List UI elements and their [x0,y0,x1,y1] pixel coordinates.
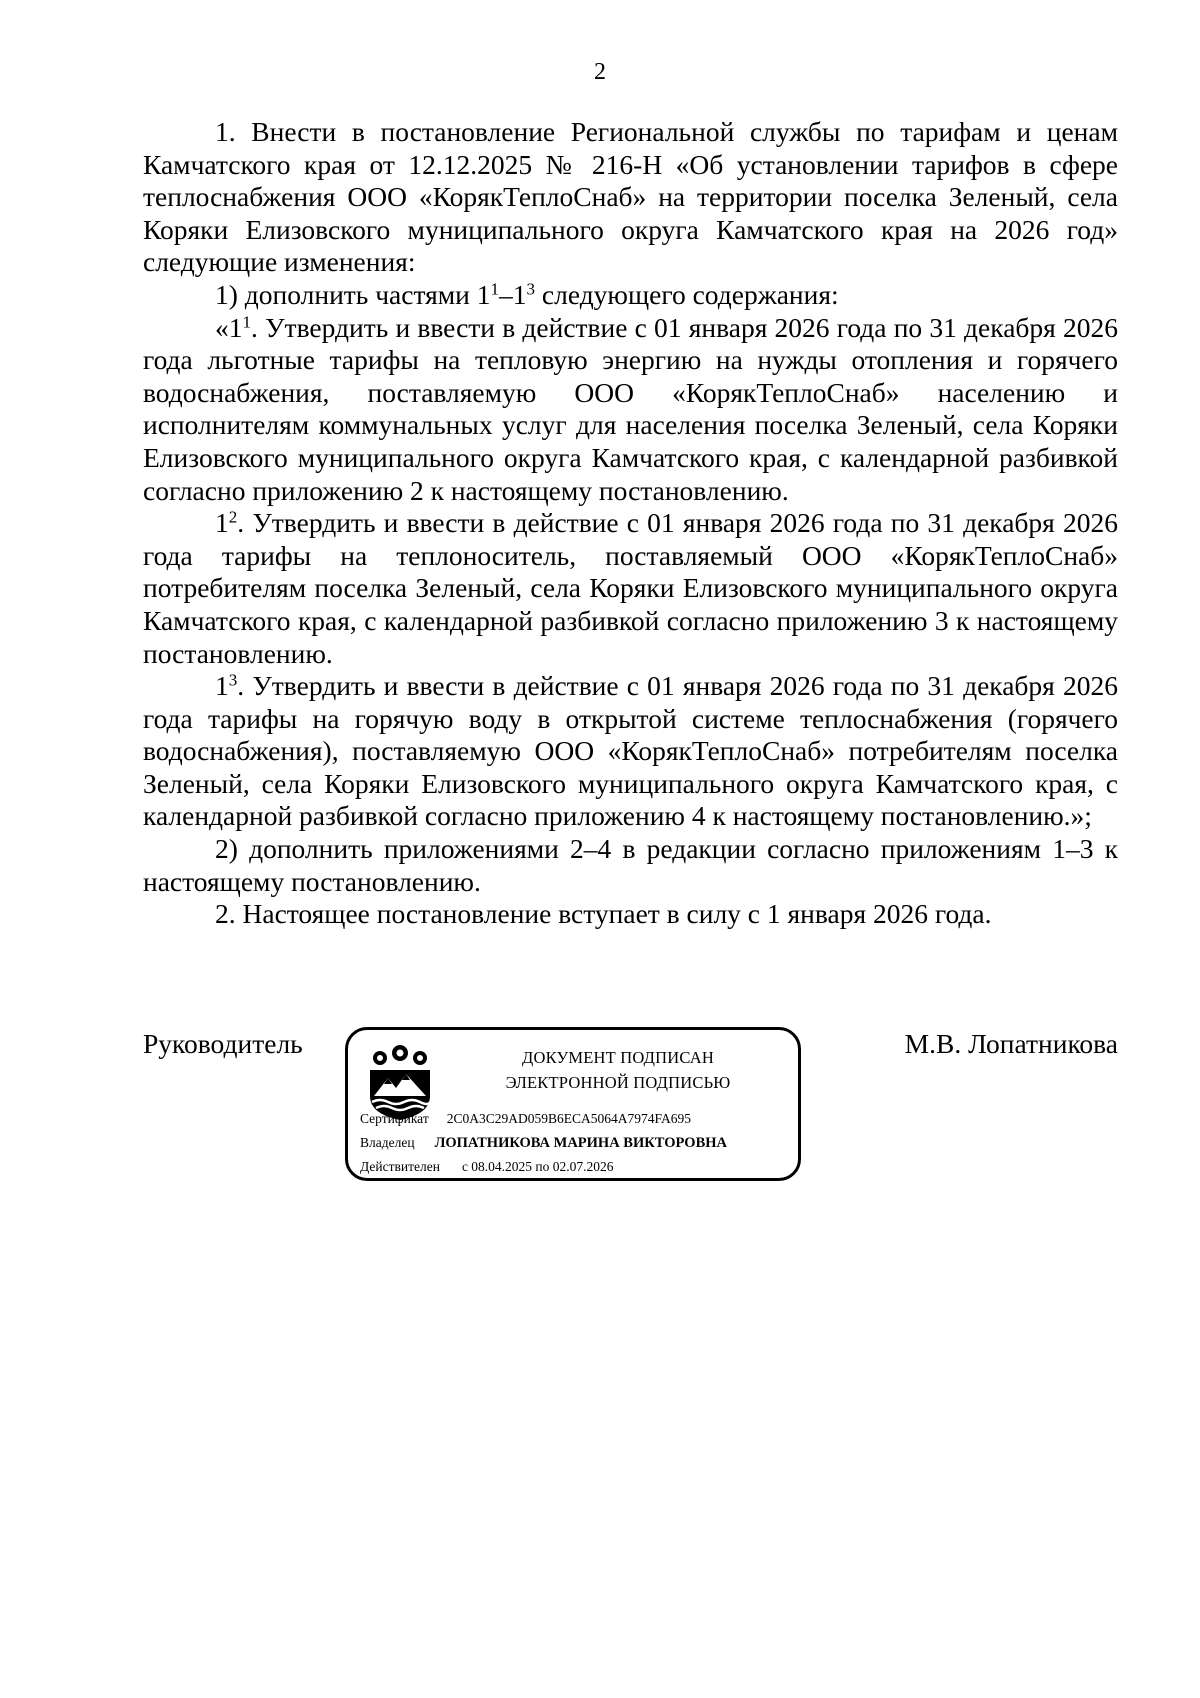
part-text: . Утвердить и ввести в действие с 01 января 2026 года по 31 декабря 2026 года тарифы на теплоноситель, поставляемый ООО «КорякТеплоСнаб» потребителям поселка Зеленый, села Коряки Елизовского муниципального округа Камчатского края, с календарной разбивкой согласно приложению 3 к настоящему постановлению. [143,507,1118,669]
paragraph-part-1-1 [143,312,1118,508]
part-text: . Утвердить и ввести в действие с 01 января 2026 года по 31 декабря 2026 года тарифы на горячую воду в открытой системе теплоснабжения (горячего водоснабжения), поставляемую ООО «КорякТеплоСнаб» потребителям поселка Зеленый, села Коряки Елизовского муниципального округа Камчатского края, с календарной разбивкой согласно приложению 4 к настоящему постановлению.»; [143,670,1118,832]
document-body [143,116,1118,931]
owner-label: Владелец [360,1135,415,1150]
superscript: 3 [228,670,238,690]
owner-value: ЛОПАТНИКОВА МАРИНА ВИКТОРОВНА [434,1135,727,1151]
paragraph-subitem-2: 2) дополнить приложениями 2–4 в редакции согласно приложениям 1–3 к настоящему постановлению. [143,833,1118,897]
superscript: 1 [242,312,252,332]
stamp-title-line-1: ДОКУМЕНТ ПОДПИСАН [522,1048,714,1067]
certificate-value: 2C0A3C29AD059B6ECA5064A7974FA695 [446,1111,691,1126]
part-text: . Утвердить и ввести в действие с 01 января 2026 года по 31 декабря 2026 года льготные тарифы на тепловую энергию на нужды отопления и горячего водоснабжения, поставляемую ООО «КорякТеплоСнаб» населению и исполнителям коммунальных услуг для населения поселка Зеленый, села Коряки Елизовского муниципального округа Камчатского края, с календарной разбивкой согласно приложению 2 к настоящему постановлению. [143,311,1118,506]
paragraph-item-2: 2. Настоящее постановление вступает в силу с 1 января 2026 года. [215,898,992,930]
paragraph-part-1-2 [143,507,1118,670]
part-number: 1 [215,507,229,539]
stamp-title-line-2: ЭЛЕКТРОННОЙ ПОДПИСЬЮ [505,1073,731,1092]
superscript: 3 [526,279,536,299]
subitem-1-suffix: следующего содержания: [535,278,839,310]
page-number: 2 [594,59,606,85]
stamp-certificate-row [360,1110,691,1128]
stamp-validity-row [360,1158,614,1176]
electronic-signature-stamp [345,1027,801,1181]
superscript: 1 [490,279,500,299]
paragraph-item-1: 1. Внести в постановление Региональной службы по тарифам и ценам Камчатского края от 12.12.2025 № 216-Н «Об установлении тарифов в сфере теплоснабжения ООО «КорякТеплоСнаб» на территории поселка Зеленый, села Коряки Елизовского муниципального округа Камчатского края на 2026 год» следующие изменения: [143,116,1118,278]
subitem-1-dash: –1 [499,278,527,310]
paragraph-part-1-3 [143,670,1118,833]
paragraph-subitem-1 [143,279,1118,312]
part-number: 1 [215,670,229,702]
superscript: 2 [228,507,238,527]
subitem-1-prefix: 1) дополнить частями 1 [215,278,491,310]
stamp-owner-row [360,1134,727,1152]
part-number: «1 [215,311,243,343]
signatory-name: М.В. Лопатникова [904,1028,1118,1059]
validity-value: с 08.04.2025 по 02.07.2026 [461,1159,614,1174]
validity-label: Действителен [360,1159,440,1174]
certificate-label: Сертификат [360,1111,429,1126]
signatory-role: Руководитель [143,1028,303,1059]
